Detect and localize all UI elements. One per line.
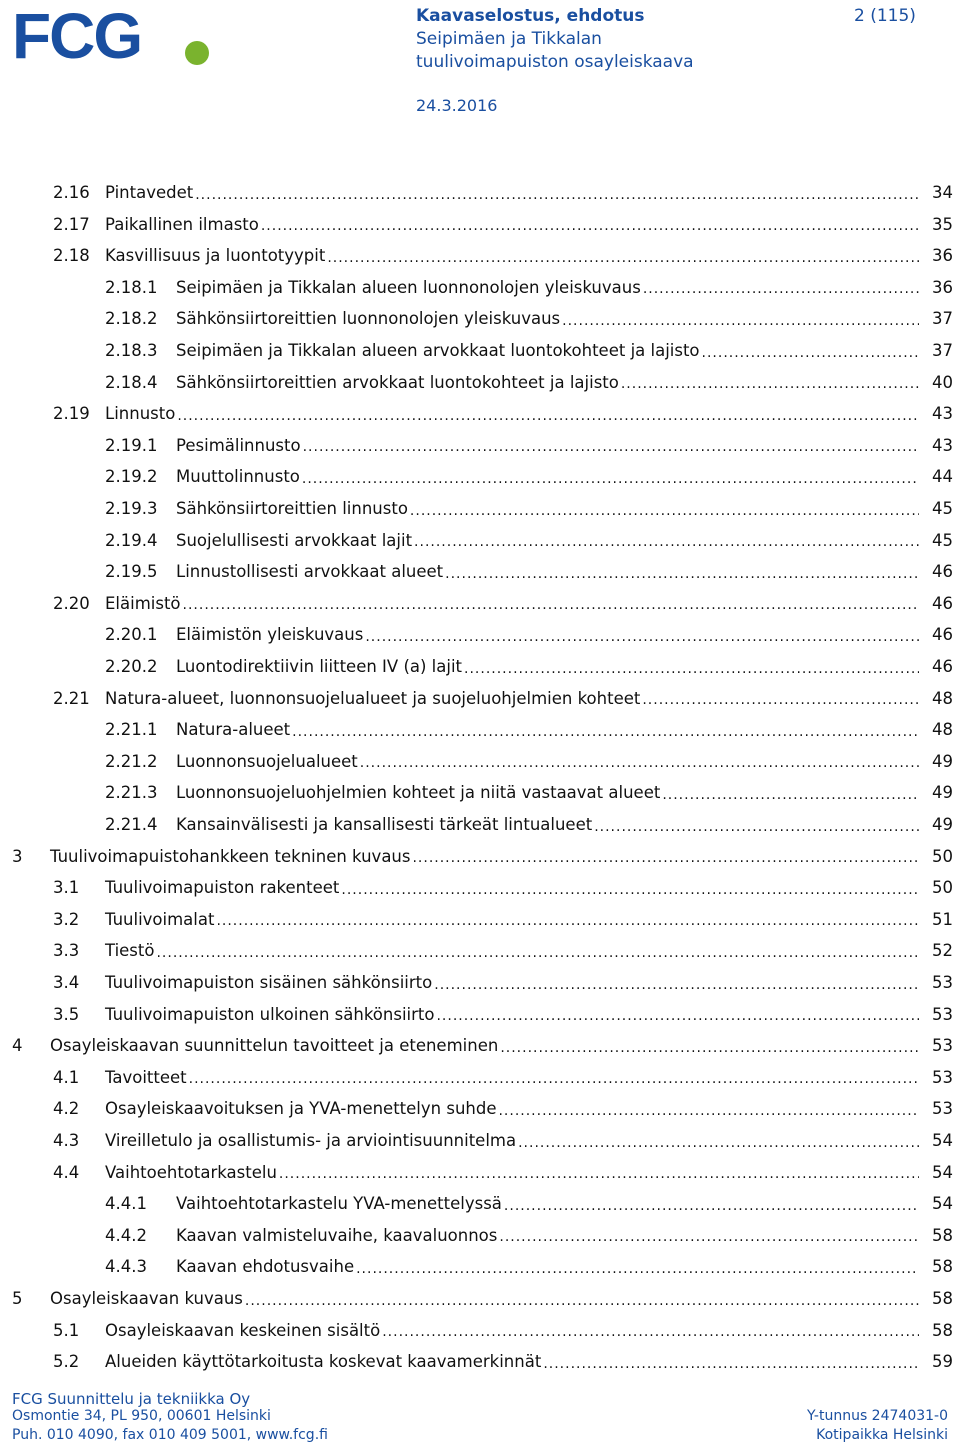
toc-entry-title: Kaavan ehdotusvaihe	[176, 1257, 355, 1277]
toc-entry-title: Seipimäen ja Tikkalan alueen arvokkaat luontokohteet ja lajisto	[176, 341, 700, 360]
toc-entry-number: 2.20.1	[105, 625, 158, 645]
toc-entry-title: Osayleiskaavan kuvaus	[50, 1289, 243, 1308]
toc-entry-number: 2.19.2	[105, 467, 158, 487]
toc-dot-leader	[189, 1067, 919, 1087]
toc-entry[interactable]	[53, 1062, 953, 1093]
toc-entry-page: 49	[932, 751, 953, 771]
toc-dot-leader	[500, 1036, 919, 1056]
toc-dot-leader	[156, 941, 919, 961]
toc-entry-number: 5.2	[53, 1352, 80, 1372]
toc-entry[interactable]	[105, 335, 953, 366]
toc-entry[interactable]	[105, 809, 953, 840]
toc-dot-leader	[410, 499, 919, 519]
toc-entry[interactable]	[105, 272, 953, 303]
document-title: Kaavaselostus, ehdotus	[416, 6, 645, 26]
toc-entry[interactable]	[105, 651, 953, 682]
toc-entry-page: 58	[932, 1320, 953, 1340]
toc-entry-title: Eläimistön yleiskuvaus	[176, 625, 364, 645]
logo-text: FCG	[12, 0, 142, 72]
toc-entry-title: Sähkönsiirtoreittien linnusto	[176, 499, 408, 518]
toc-entry[interactable]	[53, 177, 953, 208]
toc-entry-number: 2.19.5	[105, 562, 158, 582]
toc-entry[interactable]	[53, 1315, 953, 1346]
toc-entry-number: 3	[12, 846, 23, 866]
toc-entry-page: 53	[932, 973, 953, 992]
toc-entry[interactable]	[53, 588, 953, 619]
toc-entry-number: 2.18.3	[105, 341, 158, 360]
toc-dot-leader	[434, 973, 919, 993]
toc-entry[interactable]	[105, 556, 953, 587]
toc-entry-title: Sähkönsiirtoreittien luonnonolojen yleiskuvaus	[176, 309, 561, 329]
toc-dot-leader	[594, 815, 919, 835]
toc-dot-leader	[327, 246, 919, 266]
toc-entry-title: Linnustollisesti arvokkaat alueet	[176, 562, 444, 582]
toc-dot-leader	[464, 657, 919, 677]
toc-entry-title: Tuulivoimapuiston ulkoinen sähkönsiirto	[105, 1004, 435, 1024]
toc-entry-number: 3.1	[53, 878, 80, 898]
toc-entry-number: 2.19	[53, 404, 90, 424]
toc-dot-leader	[341, 878, 919, 898]
toc-entry[interactable]	[53, 1346, 953, 1377]
toc-entry-page: 58	[932, 1257, 953, 1277]
toc-entry[interactable]	[105, 303, 953, 334]
toc-entry[interactable]	[105, 1220, 953, 1251]
toc-entry-title: Vaihtoehtotarkastelu	[105, 1162, 277, 1182]
toc-entry[interactable]	[53, 967, 953, 998]
toc-entry-title: Vireilletulo ja osallistumis- ja arviointisuunnitelma	[105, 1131, 517, 1150]
toc-entry[interactable]	[53, 904, 953, 935]
toc-entry[interactable]	[105, 714, 953, 745]
toc-entry-title: Tuulivoimalat	[105, 909, 215, 929]
toc-entry[interactable]	[53, 209, 953, 240]
toc-entry-page: 53	[932, 1036, 953, 1056]
toc-entry[interactable]	[105, 525, 953, 556]
toc-dot-leader	[292, 720, 919, 740]
toc-dot-leader	[302, 467, 919, 487]
toc-entry[interactable]	[105, 461, 953, 492]
toc-entry-page: 53	[932, 1099, 953, 1119]
toc-entry-title: Kansainvälisesti ja kansallisesti tärkeät lintualueet	[176, 815, 593, 834]
toc-entry-number: 3.2	[53, 909, 80, 929]
toc-entry-title: Osayleiskaavan suunnittelun tavoitteet ja eteneminen	[50, 1036, 499, 1056]
toc-entry-title: Alueiden käyttötarkoitusta koskevat kaavamerkinnät	[105, 1352, 542, 1372]
toc-entry[interactable]	[12, 1030, 953, 1061]
footer-address: Osmontie 34, PL 950, 00601 Helsinki	[12, 1408, 271, 1424]
toc-dot-leader	[518, 1131, 919, 1151]
toc-entry[interactable]	[53, 398, 953, 429]
toc-entry-page: 54	[932, 1194, 953, 1214]
toc-entry-number: 4.4.3	[105, 1257, 147, 1277]
toc-dot-leader	[562, 309, 919, 329]
toc-entry[interactable]	[53, 1093, 953, 1124]
toc-entry[interactable]	[105, 1188, 953, 1219]
toc-entry-title: Suojelullisesti arvokkaat lajit	[176, 530, 413, 550]
toc-entry-page: 46	[932, 593, 953, 613]
toc-entry-number: 3.4	[53, 973, 80, 992]
toc-entry[interactable]	[105, 746, 953, 777]
toc-entry-page: 54	[932, 1131, 953, 1150]
toc-dot-leader	[662, 783, 919, 803]
toc-entry-page: 37	[932, 309, 953, 329]
toc-entry-title: Tuulivoimapuiston rakenteet	[105, 878, 340, 898]
toc-entry-title: Osayleiskaavan keskeinen sisältö	[105, 1320, 381, 1340]
toc-entry[interactable]	[53, 999, 953, 1030]
toc-entry-title: Osayleiskaavoituksen ja YVA-menettelyn suhde	[105, 1099, 497, 1119]
toc-entry-page: 46	[932, 562, 953, 582]
toc-dot-leader	[412, 846, 919, 866]
toc-entry-number: 2.21.3	[105, 783, 158, 803]
toc-entry-page: 52	[932, 941, 953, 961]
subtitle-line-1: Seipimäen ja Tikkalan	[416, 29, 602, 49]
toc-dot-leader	[279, 1162, 919, 1182]
toc-dot-leader	[414, 530, 919, 550]
toc-dot-leader	[261, 214, 919, 234]
toc-dot-leader	[177, 404, 919, 424]
toc-entry-title: Pesimälinnusto	[176, 435, 301, 455]
toc-dot-leader	[382, 1320, 919, 1340]
toc-dot-leader	[445, 562, 919, 582]
toc-entry-title: Eläimistö	[105, 593, 181, 613]
toc-entry-page: 36	[932, 277, 953, 297]
toc-dot-leader	[499, 1225, 919, 1245]
toc-entry-page: 40	[932, 372, 953, 392]
toc-entry-number: 2.18.1	[105, 277, 158, 297]
toc-entry-title: Paikallinen ilmasto	[105, 214, 259, 234]
toc-dot-leader	[643, 277, 919, 297]
toc-entry-page: 45	[932, 530, 953, 550]
toc-entry-page: 54	[932, 1162, 953, 1182]
toc-entry-page: 37	[932, 341, 953, 360]
toc-entry-number: 2.18.4	[105, 372, 158, 392]
toc-entry[interactable]	[105, 367, 953, 398]
toc-entry-page: 34	[932, 183, 953, 202]
toc-entry-title: Tavoitteet	[105, 1067, 187, 1087]
toc-entry-page: 35	[932, 214, 953, 234]
toc-entry-title: Tuulivoimapuistohankkeen tekninen kuvaus	[50, 846, 411, 866]
footer-phone: Puh. 010 4090, fax 010 409 5001, www.fcg.fi	[12, 1427, 328, 1443]
toc-dot-leader	[356, 1257, 919, 1277]
toc-dot-leader	[702, 341, 919, 361]
fcg-logo	[12, 0, 202, 72]
toc-entry[interactable]	[12, 841, 953, 872]
toc-dot-leader	[245, 1289, 919, 1309]
toc-entry[interactable]	[53, 240, 953, 271]
toc-entry-page: 46	[932, 625, 953, 645]
toc-entry-number: 3.3	[53, 941, 80, 961]
page-indicator: 2 (115)	[854, 6, 916, 26]
toc-entry[interactable]	[53, 683, 953, 714]
toc-entry-page: 48	[932, 720, 953, 740]
toc-entry[interactable]	[53, 872, 953, 903]
toc-entry-title: Tuulivoimapuiston sisäinen sähkönsiirto	[105, 973, 433, 992]
toc-dot-leader	[183, 593, 919, 613]
toc-entry-number: 5	[12, 1289, 23, 1308]
toc-entry-title: Vaihtoehtotarkastelu YVA-menettelyssä	[176, 1194, 502, 1214]
toc-entry-page: 50	[932, 878, 953, 898]
toc-entry-page: 58	[932, 1289, 953, 1308]
toc-entry-page: 45	[932, 499, 953, 518]
toc-entry-title: Seipimäen ja Tikkalan alueen luonnonolojen yleiskuvaus	[176, 277, 641, 297]
toc-entry-number: 3.5	[53, 1004, 80, 1024]
toc-entry-number: 2.17	[53, 214, 90, 234]
logo-dot-icon	[185, 41, 209, 65]
toc-entry-page: 43	[932, 404, 953, 424]
toc-entry-page: 59	[932, 1352, 953, 1372]
document-date: 24.3.2016	[416, 96, 498, 115]
toc-dot-leader	[436, 1004, 919, 1024]
toc-entry-number: 4	[12, 1036, 23, 1056]
toc-entry-number: 2.18	[53, 246, 90, 266]
toc-entry-page: 50	[932, 846, 953, 866]
toc-entry-title: Kaavan valmisteluvaihe, kaavaluonnos	[176, 1225, 498, 1245]
toc-dot-leader	[498, 1099, 919, 1119]
toc-entry[interactable]	[12, 1283, 953, 1314]
toc-entry[interactable]	[53, 1125, 953, 1156]
footer-company: FCG Suunnittelu ja tekniikka Oy	[12, 1390, 251, 1408]
toc-entry-title: Kasvillisuus ja luontotyypit	[105, 246, 326, 266]
toc-dot-leader	[642, 688, 919, 708]
toc-entry[interactable]	[105, 493, 953, 524]
toc-entry-number: 5.1	[53, 1320, 80, 1340]
toc-entry-title: Pintavedet	[105, 183, 194, 202]
toc-entry[interactable]	[105, 430, 953, 461]
toc-dot-leader	[216, 909, 919, 929]
toc-entry[interactable]	[53, 1157, 953, 1188]
toc-entry-number: 4.1	[53, 1067, 80, 1087]
toc-entry-page: 53	[932, 1004, 953, 1024]
toc-entry-number: 2.20	[53, 593, 90, 613]
toc-entry-title: Natura-alueet, luonnonsuojelualueet ja suojeluohjelmien kohteet	[105, 688, 641, 708]
toc-dot-leader	[621, 372, 919, 392]
toc-entry[interactable]	[105, 619, 953, 650]
toc-dot-leader	[504, 1194, 919, 1214]
toc-entry-number: 2.21.4	[105, 815, 158, 834]
toc-entry-number: 2.21.1	[105, 720, 158, 740]
toc-entry-title: Luonnonsuojeluohjelmien kohteet ja niitä vastaavat alueet	[176, 783, 661, 803]
toc-entry-title: Natura-alueet	[176, 720, 291, 740]
toc-entry-number: 4.3	[53, 1131, 80, 1150]
toc-entry[interactable]	[53, 935, 953, 966]
toc-entry-title: Sähkönsiirtoreittien arvokkaat luontokohteet ja lajisto	[176, 372, 619, 392]
toc-entry-page: 51	[932, 909, 953, 929]
toc-dot-leader	[365, 625, 919, 645]
toc-dot-leader	[360, 751, 919, 771]
toc-entry[interactable]	[105, 777, 953, 808]
toc-entry-title: Luonnonsuojelualueet	[176, 751, 358, 771]
toc-dot-leader	[195, 183, 919, 203]
toc-entry-number: 2.21	[53, 688, 90, 708]
subtitle-line-2: tuulivoimapuiston osayleiskaava	[416, 52, 694, 72]
toc-entry-title: Tiestö	[105, 941, 155, 961]
toc-entry-page: 43	[932, 435, 953, 455]
toc-entry-page: 49	[932, 783, 953, 803]
toc-dot-leader	[543, 1352, 919, 1372]
toc-entry[interactable]	[105, 1251, 953, 1282]
toc-entry-page: 48	[932, 688, 953, 708]
toc-entry-number: 2.18.2	[105, 309, 158, 329]
toc-entry-number: 2.20.2	[105, 657, 158, 676]
toc-entry-number: 2.19.3	[105, 499, 158, 518]
toc-entry-page: 46	[932, 657, 953, 676]
toc-entry-number: 4.2	[53, 1099, 80, 1119]
toc-entry-number: 4.4.2	[105, 1225, 147, 1245]
toc-entry-page: 53	[932, 1067, 953, 1087]
toc-entry-page: 49	[932, 815, 953, 834]
toc-entry-number: 2.21.2	[105, 751, 158, 771]
toc-entry-number: 2.16	[53, 183, 90, 202]
toc-entry-number: 2.19.4	[105, 530, 158, 550]
toc-entry-title: Luontodirektiivin liitteen IV (a) lajit	[176, 657, 463, 676]
footer-business-id: Y-tunnus 2474031-0	[807, 1408, 948, 1424]
toc-entry-number: 2.19.1	[105, 435, 158, 455]
toc-entry-page: 44	[932, 467, 953, 487]
toc-entry-page: 58	[932, 1225, 953, 1245]
footer-domicile: Kotipaikka Helsinki	[816, 1427, 948, 1443]
toc-entry-title: Muuttolinnusto	[176, 467, 300, 487]
toc-entry-number: 4.4	[53, 1162, 80, 1182]
toc-entry-number: 4.4.1	[105, 1194, 147, 1214]
toc-dot-leader	[303, 435, 919, 455]
toc-entry-page: 36	[932, 246, 953, 266]
toc-entry-title: Linnusto	[105, 404, 176, 424]
